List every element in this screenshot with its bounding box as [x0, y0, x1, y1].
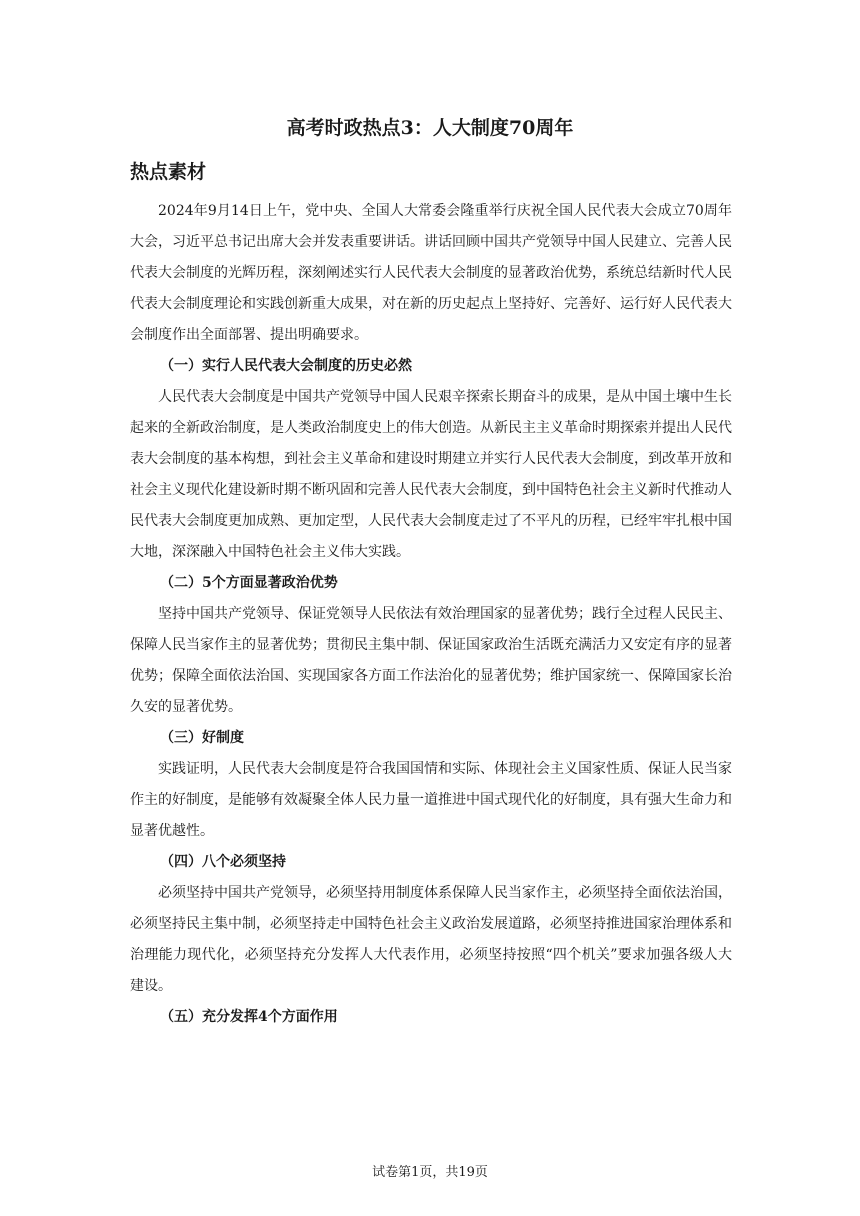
- document-body: [130, 196, 732, 1033]
- subheading-5: （五）充分发挥4个方面作用: [160, 1009, 338, 1025]
- subheading-2: （二）5个方面显著政治优势: [160, 575, 338, 591]
- paragraph-3: 实践证明，人民代表大会制度是符合我国国情和实际、体现社会主义国家性质、保证人民当家作主的好制度，是能够有效凝聚全体人民力量一道推进中国式现代化的好制度，具有强大生命力和显著优越性。: [130, 761, 732, 839]
- paragraph-1: 人民代表大会制度是中国共产党领导中国人民艰辛探索长期奋斗的成果，是从中国土壤中生长起来的全新政治制度，是人类政治制度史上的伟大创造。从新民主主义革命时期探索并提出人民代表大会制度的基本构想，到社会主义革命和建设时期建立并实行人民代表大会制度，到改革开放和社会主义现代化建设新时期不断巩固和完善人民代表大会制度，到中国特色社会主义新时代推动人民代表大会制度更加成熟、更加定型，人民代表大会制度走过了不平凡的历程，已经牢牢扎根中国大地，深深融入中国特色社会主义伟大实践。: [130, 389, 732, 560]
- page-number-footer: 试卷第1页，共19页: [372, 1165, 488, 1180]
- subheading-4: （四）八个必须坚持: [160, 854, 286, 870]
- page-title: 高考时政热点3：人大制度70周年: [286, 117, 574, 139]
- subheading-3: （三）好制度: [160, 730, 244, 746]
- paragraph-2: 坚持中国共产党领导、保证党领导人民依法有效治理国家的显著优势；践行全过程人民民主、保障人民当家作主的显著优势；贯彻民主集中制、保证国家政治生活既充满活力又安定有序的显著优势；保障全面依法治国、实现国家各方面工作法治化的显著优势；维护国家统一、保障国家长治久安的显著优势。: [130, 606, 732, 715]
- paragraph-4: 必须坚持中国共产党领导，必须坚持用制度体系保障人民当家作主，必须坚持全面依法治国，必须坚持民主集中制，必须坚持走中国特色社会主义政治发展道路，必须坚持推进国家治理体系和治理能力现代化，必须坚持充分发挥人大代表作用，必须坚持按照“四个机关”要求加强各级人大建设。: [130, 885, 732, 994]
- section-heading: 热点素材: [130, 161, 207, 183]
- subheading-1: （一）实行人民代表大会制度的历史必然: [160, 358, 412, 374]
- intro-paragraph: 2024年9月14日上午，党中央、全国人大常委会隆重举行庆祝全国人民代表大会成立70周年大会，习近平总书记出席大会并发表重要讲话。讲话回顾中国共产党领导中国人民建立、完善人民代表大会制度的光辉历程，深刻阐述实行人民代表大会制度的显著政治优势，系统总结新时代人民代表大会制度理论和实践创新重大成果，对在新的历史起点上坚持好、完善好、运行好人民代表大会制度作出全面部署、提出明确要求。: [130, 203, 732, 343]
